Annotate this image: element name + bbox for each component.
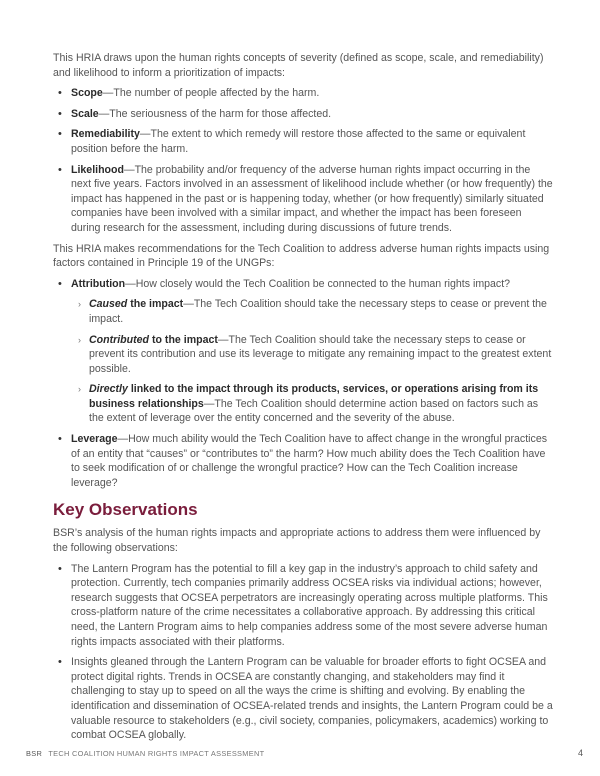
term-label: Leverage [71,433,118,446]
term-label: Scale [71,107,99,120]
footer-brand: BSR [26,749,43,758]
term-label: Attribution [71,277,126,290]
term-label [89,334,218,346]
term-emphasis: Contributed [89,333,150,346]
term-label: Scope [71,87,103,100]
severity-intro-paragraph: This HRIA draws upon the human rights concepts of severity (defined as scope, scale, and remediability) and likelihood to inform a prioritization of impacts: [53,52,544,79]
list-item-attribution [53,277,553,426]
term-label [89,298,183,310]
chevron-right-icon: › [78,299,81,310]
chevron-right-icon: › [78,334,81,345]
list-item-scope [53,86,553,101]
sublist-item-contributed [71,333,553,377]
list-item-scale [53,107,553,122]
document-page [53,51,553,749]
term-label: Likelihood [71,163,124,176]
sublist-item-caused [71,297,553,326]
page-footer [26,749,583,758]
term-rest: linked to the impact through its products, services, or operations arising from its business relationships [89,383,539,410]
list-item-leverage [53,432,553,490]
term-description: —How closely would the Tech Coalition be connected to the human rights impact? [125,277,511,290]
term-description: —The number of people affected by the harm. [102,87,320,100]
term-description: —The seriousness of the harm for those affected. [98,107,332,120]
severity-list [53,86,553,235]
key-observations-intro: BSR’s analysis of the human rights impacts and appropriate actions to address them were influenced by the following observations: [53,527,541,555]
term-description: —The probability and/or frequency of the adverse human rights impact occurring in the next five years. Factors involved in an assessment of likelihood include whether (or how frequently) the impact has happened in the past or is happening today, whether (or how frequently) similarly situated companies have been involved with a similar impact, and whether the impact has been foreseen during research for the assessment, including during discussions of future trends. [71,163,553,234]
term-description: —How much ability would the Tech Coalition have to affect change in the wrongful practices of an entity that “causes” or “contributes to” the harm? How much ability does the Tech Coalition have to seek modification of or challenge the wrongful practice? How can the Tech Coalition increase leverage? [71,433,548,489]
page-number: 4 [577,748,583,758]
attribution-sublist [71,297,553,426]
key-observations-list [53,562,553,743]
term-description: —The Tech Coalition should take the necessary steps to cease or prevent the impact. [89,298,547,325]
term-rest: the impact [127,298,184,311]
term-description: —The Tech Coalition should take the necessary steps to cease or prevent its contribution and use its leverage to mitigate any remaining impact to the greatest extent possible. [89,333,552,375]
chevron-right-icon: › [78,384,81,395]
term-label: Remediability [71,128,140,141]
principle-19-list [53,277,553,491]
list-item-likelihood [53,163,553,236]
observation-item: • Insights gleaned through the Lantern Program can be valuable for broader efforts to fight OCSEA and protect digital rights. Trends in OCSEA are constantly changing, and stakeholders may find it challenging to stay up to speed on all the ways the crime is shifting and evolving. By enabling the identification and dissemination of OCSEA-related trends and insights, the Lantern Program could be a valuable resource to stakeholders (e.g., civil society, companies, policymakers, academics) working to combat OCSEA globally. [53,655,553,743]
term-description: —The extent to which remedy will restore those affected to the same or equivalent position before the harm. [71,128,526,155]
term-rest: to the impact [149,333,218,346]
term-emphasis: Directly [89,383,128,396]
section-heading-key-observations: Key Observations [53,500,198,520]
term-emphasis: Caused [89,298,128,311]
footer-title: TECH COALITION HUMAN RIGHTS IMPACT ASSESSMENT [48,749,265,758]
sublist-item-directly-linked [71,382,553,426]
term-description: —The Tech Coalition should determine action based on factors such as the extent of leverage over the entity concerned and the severity of the abuse. [89,397,539,425]
recommendations-intro-paragraph: This HRIA makes recommendations for the Tech Coalition to address adverse human rights impacts using factors contained in Principle 19 of the UNGPs: [53,242,550,270]
observation-item: • The Lantern Program has the potential to fill a key gap in the industry’s approach to child safety and protection. Currently, tech companies primarily address OCSEA risks via individual actions; however, research suggests that OCSEA perpetrators are increasingly operating across multiple platforms. This cross-platform nature of the crime necessitates a collaborative approach. By addressing this critical need, the Lantern Program aims to help companies address some of the most severe adverse human rights impacts associated with their platforms. [53,562,553,650]
list-item-remediability [53,127,553,156]
